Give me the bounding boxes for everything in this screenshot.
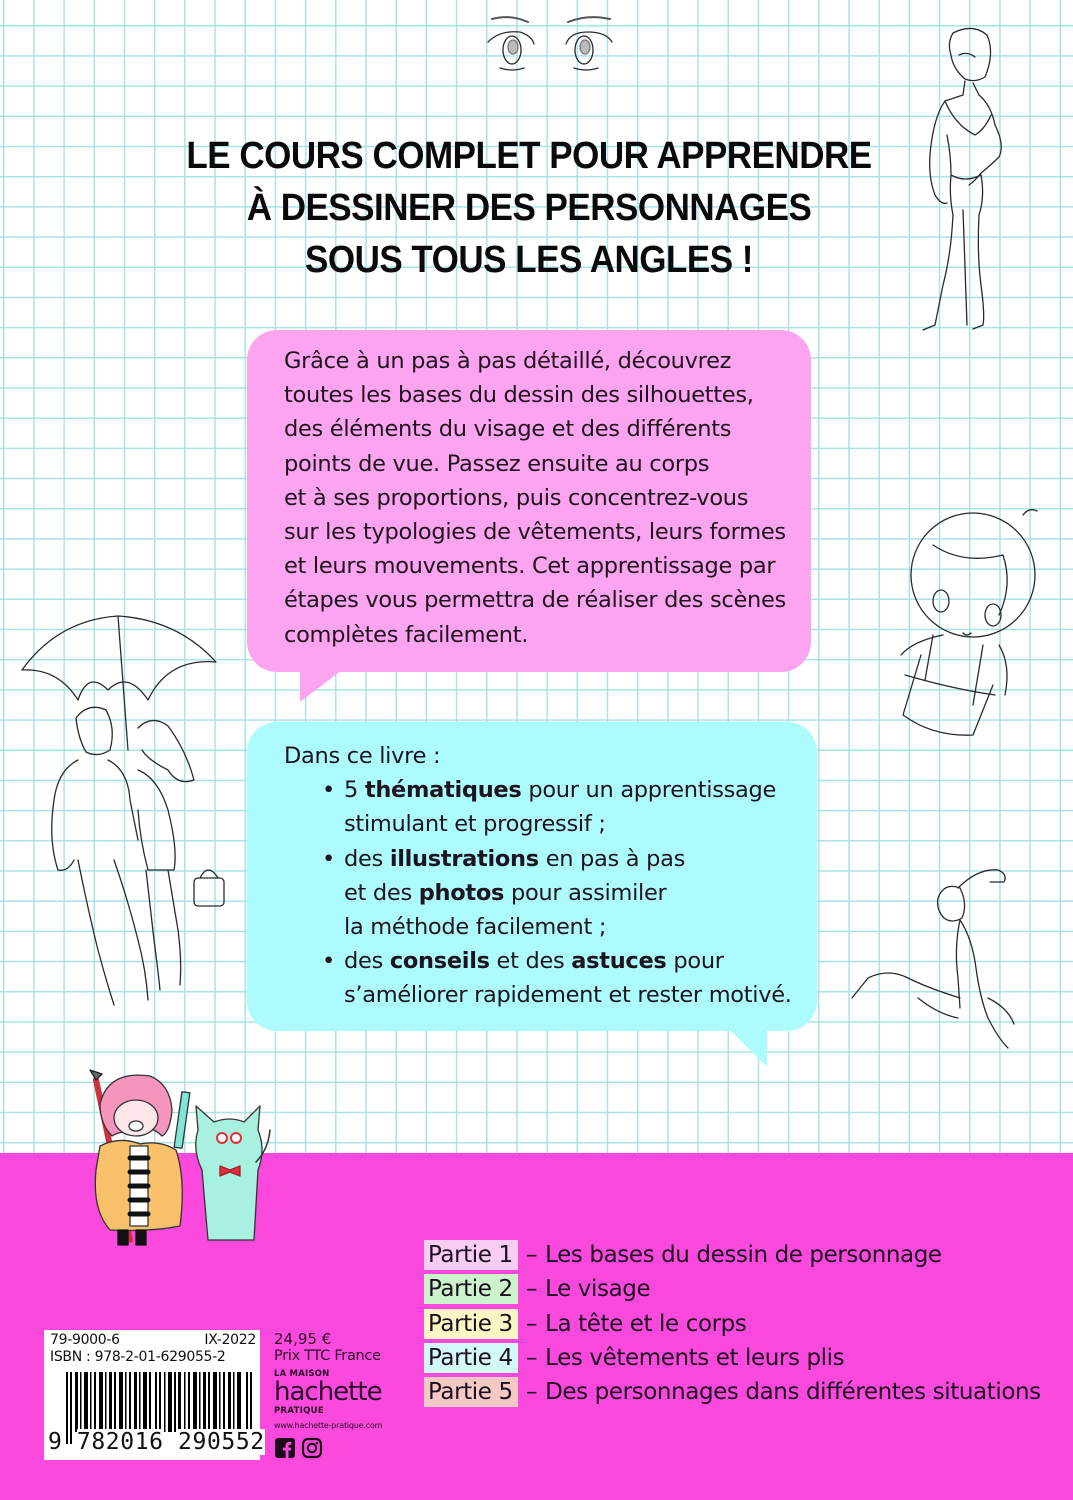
publisher-prefix: LA MAISON: [274, 1369, 330, 1379]
instagram-icon[interactable]: [301, 1437, 323, 1459]
headline-line-3: SOUS TOUS LES ANGLES !: [305, 238, 753, 281]
features-list: [322, 773, 797, 1012]
dash: –: [526, 1276, 538, 1303]
feature-item: • des illustrations en pas à pas et des photos pour assimiler la méthode facilement ;: [322, 842, 797, 945]
bullet-icon: •: [322, 948, 335, 975]
dash: –: [526, 1379, 538, 1406]
couple-umbrella-sketch: [18, 610, 218, 1015]
table-of-contents: [424, 1238, 1041, 1409]
intro-line: Grâce à un pas à pas détaillé, découvrez: [284, 348, 732, 374]
intro-line: points de vue. Passez ensuite au corps: [284, 450, 710, 477]
publisher-logo: hachette: [274, 1377, 382, 1407]
intro-line: et leurs mouvements. Cet apprentissage par: [284, 553, 776, 580]
part-tag: Partie 1: [424, 1240, 518, 1270]
barcode-digits: 9 782016 290552: [48, 1429, 265, 1455]
part-tag: Partie 3: [424, 1309, 518, 1339]
contents-row: [424, 1272, 1041, 1306]
contents-row: [424, 1307, 1041, 1341]
edition-date: IX-2022: [204, 1332, 256, 1348]
price-note: Prix TTC France: [274, 1348, 381, 1364]
intro-line: des éléments du visage et des différents: [284, 416, 732, 443]
part-title: Des personnages dans différentes situations: [545, 1379, 1041, 1406]
product-code: 79-9000-6: [50, 1332, 120, 1348]
headline-line-2: À DESSINER DES PERSONNAGES: [246, 186, 812, 229]
intro-line: complètes facilement.: [284, 621, 529, 648]
bullet-icon: •: [322, 845, 335, 872]
running-man-sketch: [848, 848, 1048, 1053]
headline-line-1: LE COURS COMPLET POUR APPRENDRE: [186, 134, 872, 177]
barcode-box: [44, 1330, 265, 1460]
price: 24,95 €: [274, 1330, 332, 1348]
cover-headline: [0, 130, 1058, 286]
contents-row: [424, 1238, 1041, 1272]
intro-line: toutes les bases du dessin des silhouettes,: [284, 382, 754, 409]
isbn: ISBN : 978-2-01-629055-2: [50, 1349, 226, 1365]
part-tag: Partie 4: [424, 1343, 518, 1373]
intro-speech-bubble: [247, 330, 811, 672]
features-speech-bubble: [247, 722, 817, 1031]
feature-item: • 5 thématiques pour un apprentissage stimulant et progressif ;: [322, 773, 797, 841]
mascot-girl-and-cat: [90, 1070, 280, 1245]
contents-row: [424, 1375, 1041, 1409]
part-title: Les bases du dessin de personnage: [545, 1242, 942, 1269]
bubble-tail: [300, 670, 342, 702]
part-tag: Partie 5: [424, 1377, 518, 1407]
feature-item: • des conseils et des astuces pour s’améliorer rapidement et rester motivé.: [322, 944, 797, 1012]
anime-eyes-sketch: [480, 10, 620, 70]
intro-line: étapes vous permettra de réaliser des scènes: [284, 587, 786, 614]
social-icons: [274, 1437, 382, 1459]
bubble-tail: [729, 1029, 767, 1067]
intro-line: sur les typologies de vêtements, leurs formes: [284, 519, 786, 546]
publisher-suffix: PRATIQUE: [274, 1406, 324, 1416]
part-title: Le visage: [545, 1276, 651, 1303]
part-title: Les vêtements et leurs plis: [545, 1345, 845, 1372]
dash: –: [526, 1310, 538, 1337]
bullet-icon: •: [322, 777, 335, 804]
dash: –: [526, 1345, 538, 1372]
features-heading: Dans ce livre :: [284, 743, 441, 769]
dash: –: [526, 1242, 538, 1269]
facebook-icon[interactable]: [274, 1437, 296, 1459]
publisher-url[interactable]: www.hachette-pratique.com: [274, 1421, 383, 1430]
part-title: La tête et le corps: [545, 1310, 747, 1337]
part-tag: Partie 2: [424, 1274, 518, 1304]
chibi-boy-sketch: [873, 505, 1048, 745]
price-publisher-block: [274, 1330, 382, 1459]
contents-row: [424, 1341, 1041, 1375]
intro-line: et à ses proportions, puis concentrez-vous: [284, 484, 749, 511]
